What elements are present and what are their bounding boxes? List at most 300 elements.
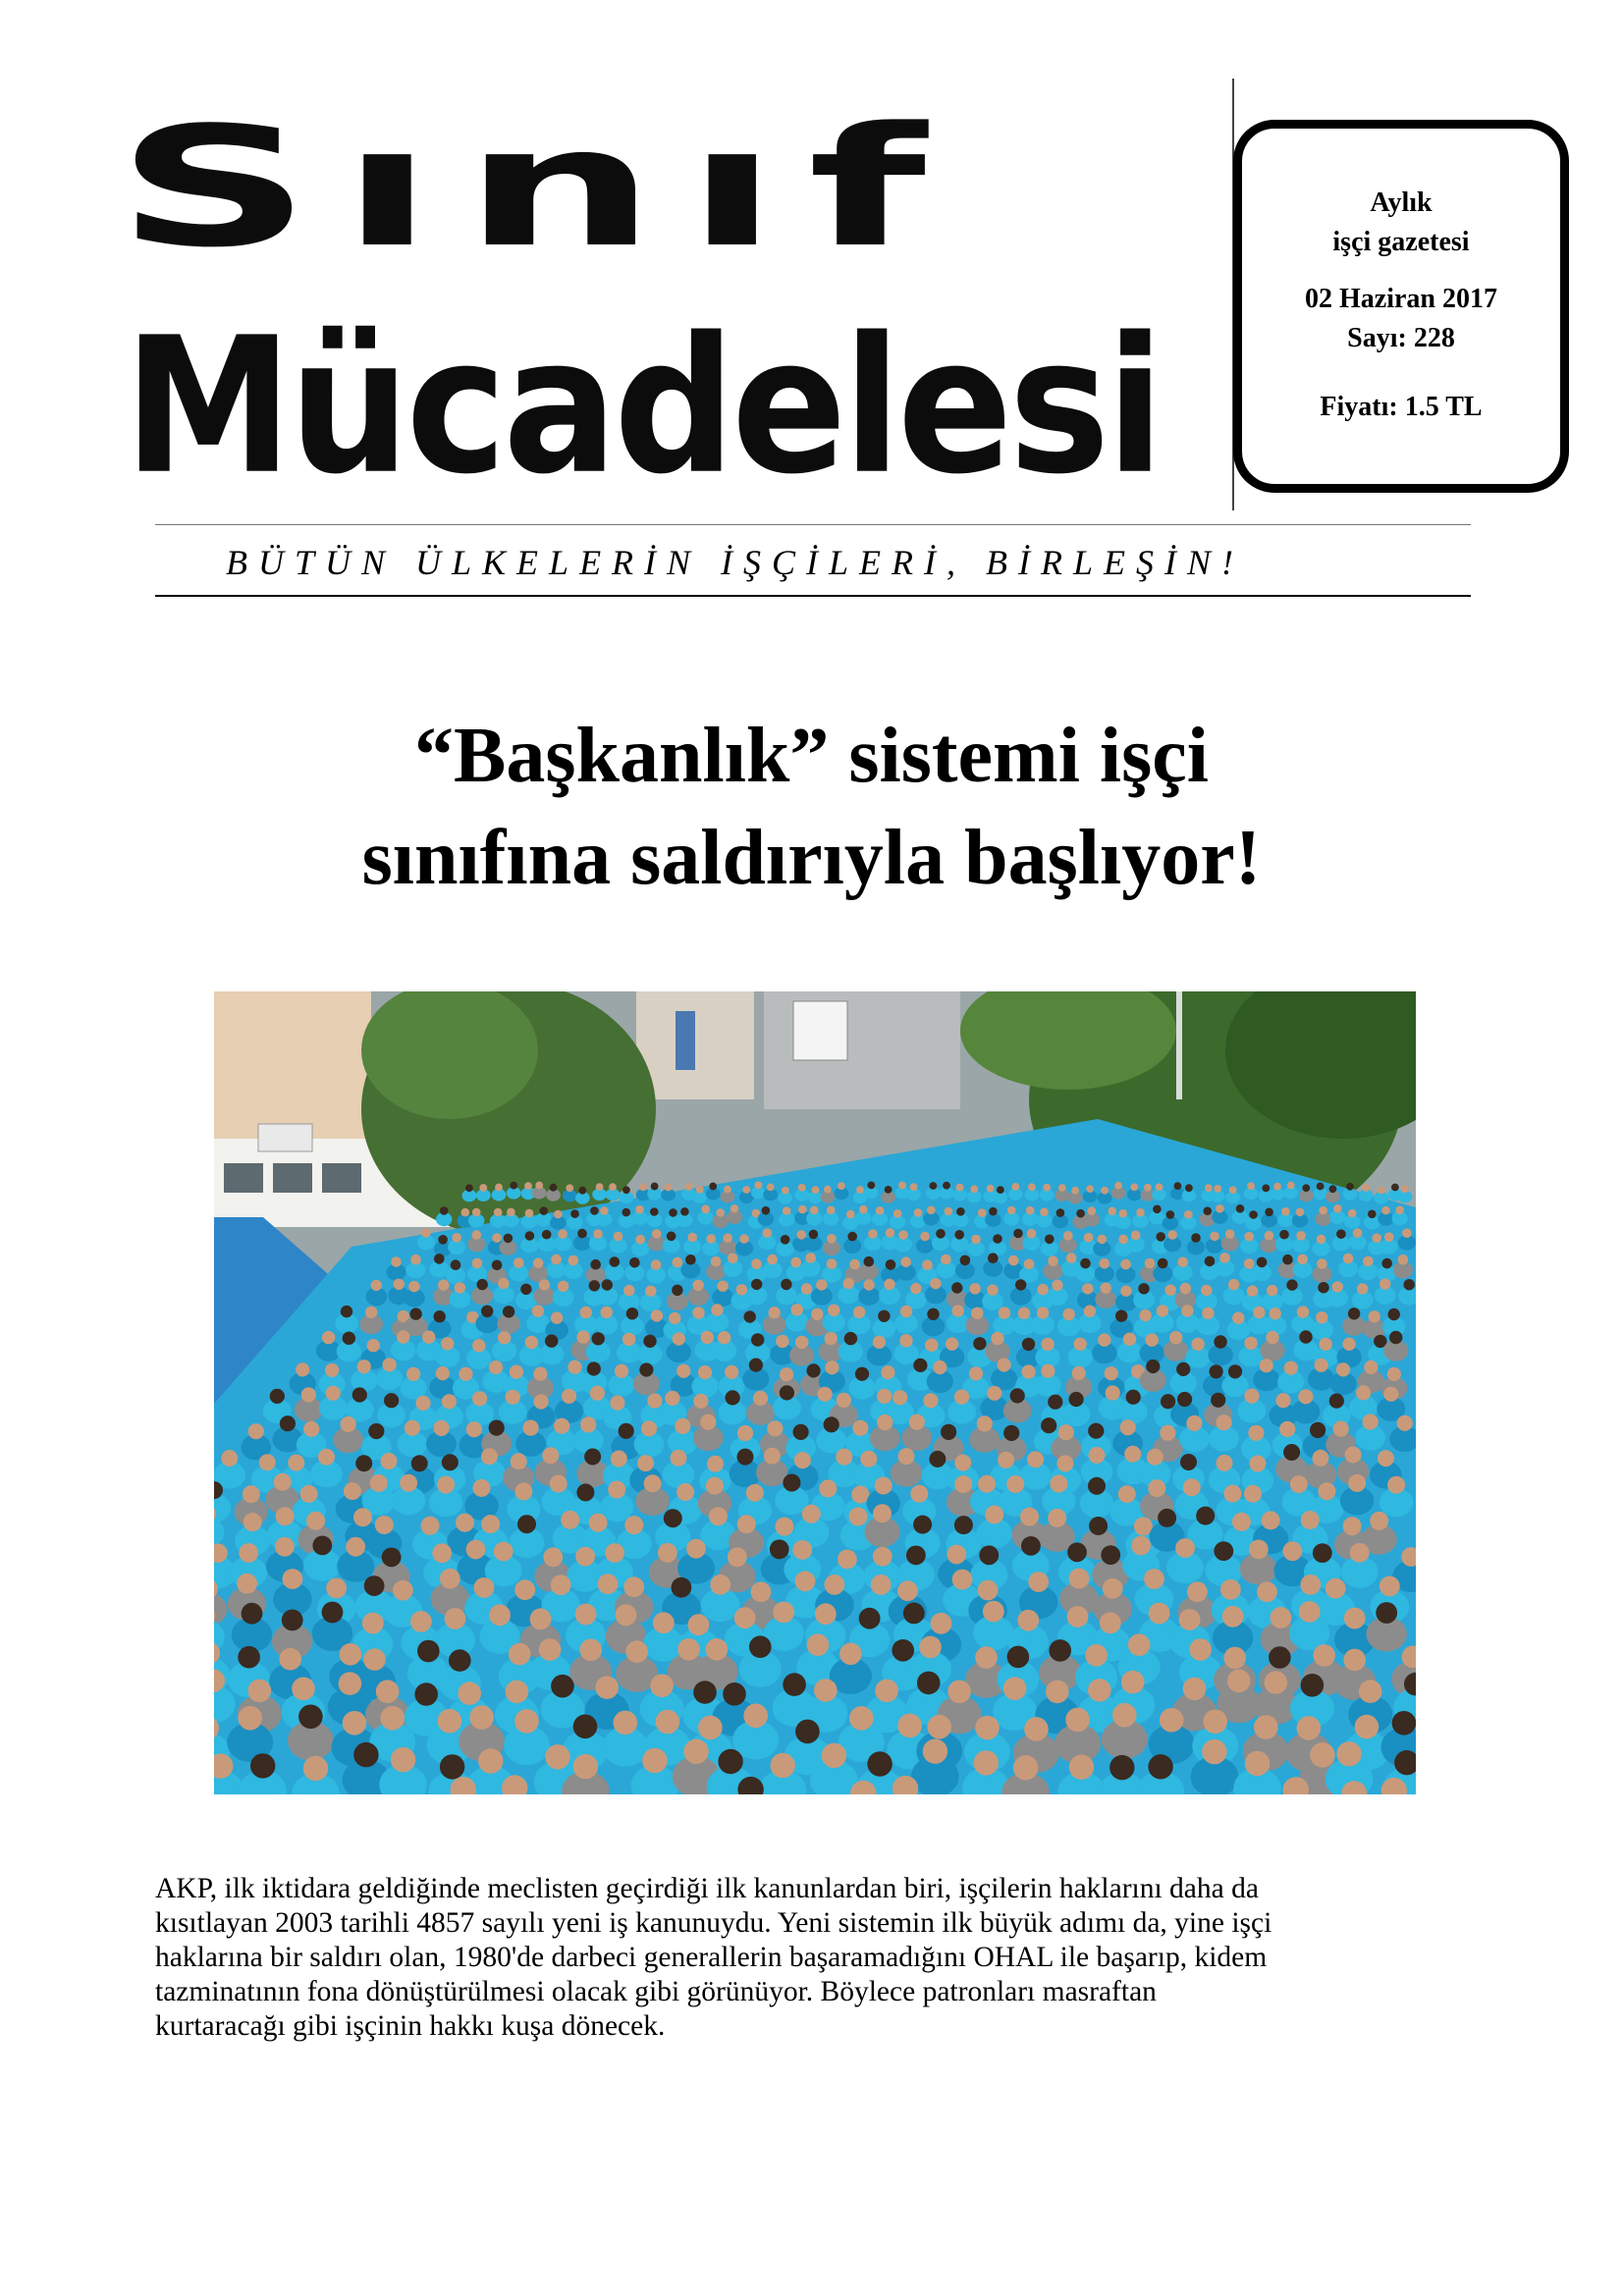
crowd-person-head [1318,1482,1335,1500]
crowd-person-head [296,1362,309,1376]
crowd-person-head [1123,1333,1136,1346]
crowd-person-head [355,1455,372,1471]
crowd-person-head [339,1672,362,1695]
crowd-person-head [326,1386,341,1401]
crowd-person-head [1228,1279,1239,1290]
crowd-person-head [1279,1230,1289,1240]
crowd-person-head [1086,1185,1094,1193]
crowd-person-head [673,1257,683,1268]
crowd-person-head [1101,1187,1109,1195]
crowd-person-head [1359,1680,1382,1703]
crowd-person-head [943,1182,950,1190]
crowd-person-head [728,1547,747,1567]
crowd-person-head [1164,1285,1175,1296]
crowd-person-head [363,1648,386,1671]
crowd-person-head [952,1305,964,1316]
crowd-person-head [822,1743,846,1768]
crowd-person-head [651,1259,662,1270]
crowd-person-head [1089,1447,1106,1464]
crowd-person-head [639,1362,653,1376]
crowd-person-head [941,1424,956,1440]
crowd-person-head [1348,1308,1360,1319]
crowd-person-head [1249,1210,1258,1219]
crowd-person-head [506,1681,529,1704]
crowd-person-head [1156,1232,1165,1242]
crowd-person-head [1101,1545,1120,1565]
crowd-person-head [532,1305,544,1316]
crowd-person-head [1348,1209,1357,1218]
crowd-person-head [562,1389,576,1404]
crowd-person-head [303,1421,319,1437]
crowd-person-head [551,1675,574,1698]
crowd-person-head [900,1256,911,1267]
crowd-person-head [1355,1715,1380,1739]
crowd-person-head [1145,1258,1156,1269]
crowd-person-head [1088,1477,1106,1495]
crowd-person-head [573,1715,598,1739]
crowd-person-head [473,1479,491,1497]
crowd-person-head [1006,1475,1024,1493]
crowd-person-head [1313,1450,1329,1467]
crowd-person-head [614,1711,638,1735]
crowd-person-head [856,1186,864,1194]
crowd-person-head [1297,1306,1309,1317]
crowd-person-head [644,1474,662,1492]
crowd-person-head [751,1279,762,1290]
crowd-person-head [873,1547,893,1567]
crowd-person-head [885,1186,893,1194]
crowd-person-head [601,1307,613,1318]
crowd-person-head [767,1184,775,1192]
crowd-person-head [326,1578,347,1599]
crowd-person-head [696,1186,704,1194]
crowd-person-head [884,1279,894,1290]
crowd-person-head [1265,1671,1288,1694]
crowd-person-head [1245,1751,1270,1776]
crowd-person-head [770,1539,789,1559]
crowd-person-head [1065,1708,1090,1733]
crowd-person-head [795,1571,816,1591]
crowd-person-head [1229,1186,1237,1194]
crowd-person-head [341,1416,356,1432]
crowd-person-head [1126,1390,1141,1405]
crowd-person-head [680,1207,689,1216]
crowd-person-head [375,1516,394,1534]
crowd-person-head [1098,1235,1108,1245]
crowd-person-head [868,1229,878,1239]
masthead-logo [116,92,1225,515]
crowd-person-head [438,1279,449,1290]
crowd-person-head [1271,1607,1292,1629]
crowd-person-head [987,1185,995,1193]
crowd-person-head [1013,1755,1038,1780]
crowd-person-head [971,1308,983,1319]
crowd-person-head [576,1483,594,1501]
crowd-person-head [707,1456,724,1472]
crowd-person-head [1181,1305,1193,1316]
crowd-person-head [608,1481,625,1499]
crowd-person-head [489,1420,505,1436]
crowd-person-head [1348,1474,1366,1492]
crowd-person-head [1376,1602,1397,1624]
crowd-person-head [954,1516,973,1534]
crowd-person-head [783,1474,800,1492]
crowd-person-head [1345,1447,1362,1464]
crowd-person-head [1236,1204,1245,1213]
crowd-person-head [1037,1284,1048,1295]
crowd-person-head [954,1455,971,1471]
crowd-person-head [442,1394,457,1409]
crowd-person-head [275,1537,295,1557]
crowd-person-head [1180,1454,1197,1470]
crowd-person-head [1100,1258,1110,1269]
crowd-person-head [609,1183,617,1191]
crowd-person-head [523,1420,539,1436]
crowd-person-head [1299,1601,1321,1623]
crowd-person-head [1082,1283,1093,1294]
crowd-person-head [897,1714,922,1738]
crowd-person-head [781,1235,790,1245]
crowd-person-head [1389,1331,1402,1344]
crowd-person-head [451,1259,461,1270]
crowd-person-head [322,1331,335,1344]
crowd-person-head [898,1230,908,1240]
crowd-person-head [893,1390,907,1405]
crowd-person-head [825,1575,845,1595]
crowd-person-head [809,1230,819,1240]
crowd-person-head [664,1509,682,1527]
crowd-person-head [853,1307,865,1318]
crowd-person-head [371,1280,382,1291]
crowd-person-head [669,1312,680,1324]
crowd-person-head [818,1387,833,1402]
crowd-person-head [700,1415,716,1430]
crowd-person-head [1362,1184,1370,1192]
crowd-person-head [1300,1575,1321,1595]
crowd-person-head [773,1602,794,1624]
crowd-person-head [709,1183,717,1191]
crowd-person-head [1336,1229,1346,1239]
crowd-person-head [749,1359,763,1372]
crowd-person-head [610,1256,621,1267]
crowd-person-head [1205,1184,1213,1192]
crowd-person-head [1056,1208,1065,1217]
crowd-person-head [812,1186,820,1194]
crowd-person-head [1227,1670,1251,1693]
crowd-person-head [243,1513,262,1531]
crowd-person-head [683,1739,708,1764]
crowd-person-head [838,1182,845,1190]
crowd-person-head [1063,1308,1075,1320]
crowd-person-head [1100,1612,1121,1633]
crowd-person-head [997,1186,1004,1194]
crowd-person-head [1216,1204,1224,1213]
crowd-person-head [701,1331,714,1344]
crowd-person-head [893,1209,902,1218]
crowd-person-head [573,1754,598,1779]
crowd-person-head [1214,1335,1226,1348]
crowd-person-head [436,1366,450,1380]
crowd-person-head [1067,1606,1089,1628]
crowd-person-head [846,1210,855,1219]
crowd-person-head [917,1672,941,1695]
crowd-person-head [1336,1741,1361,1766]
crowd-person-head [1211,1393,1225,1408]
crowd-person-head [828,1305,839,1316]
crowd-person-head [723,1233,732,1243]
crowd-person-head [875,1680,898,1703]
crowd-person-head [1283,1541,1303,1561]
crowd-person-head [716,1208,725,1217]
crowd-person-head [525,1336,538,1349]
crowd-person-head [816,1279,827,1290]
crowd-person-head [1265,1231,1274,1241]
crowd-person-head [587,1362,601,1375]
crowd-person-head [1301,1511,1320,1529]
crowd-person-head [525,1209,534,1218]
crowd-person-head [1069,1392,1084,1407]
crowd-person-head [1388,1308,1400,1320]
crowd-person-head [494,1208,503,1217]
crowd-person-head [749,1635,772,1658]
crowd-person-head [1249,1456,1266,1472]
crowd-person-head [969,1366,983,1380]
crowd-person-head [533,1258,544,1269]
crowd-person-head [1260,1359,1273,1372]
crowd-person-head [619,1423,634,1439]
crowd-person-head [616,1604,637,1626]
crowd-person-head [919,1636,942,1659]
crowd-person-head [1076,1209,1085,1218]
crowd-person-head [736,1284,747,1295]
crowd-person-head [706,1234,716,1244]
crowd-person-head [801,1283,812,1294]
crowd-person-head [1167,1230,1177,1240]
crowd-person-head [1128,1633,1151,1656]
crowd-person-head [954,1390,969,1405]
crowd-person-head [1043,1184,1051,1192]
crowd-person-head [796,1230,806,1240]
crowd-person-head [1015,1279,1026,1290]
crowd-person-head [1363,1256,1374,1267]
crowd-person-head [554,1418,569,1434]
crowd-person-head [381,1453,398,1469]
crowd-person-head [998,1452,1014,1468]
crowd-person-head [1098,1333,1110,1346]
crowd-person-head [1037,1307,1049,1318]
crowd-person-head [459,1367,472,1381]
crowd-person-head [877,1389,892,1404]
crowd-person-head [686,1539,706,1559]
crowd-person-head [665,1184,673,1192]
crowd-person-head [1028,1572,1049,1592]
crowd-person-head [408,1281,419,1292]
crowd-person-head [1041,1417,1056,1433]
crowd-person-head [478,1748,503,1773]
crowd-person-head [578,1187,586,1195]
crowd-person-head [1144,1569,1164,1589]
crowd-person-head [566,1184,573,1192]
crowd-person-head [1202,1739,1226,1764]
crowd-person-head [1397,1415,1413,1431]
crowd-person-head [1232,1513,1251,1531]
crowd-person-head [1179,1609,1201,1630]
crowd-person-head [975,1716,1000,1740]
crowd-person-head [1024,1717,1049,1741]
crowd-person-head [951,1282,962,1293]
crowd-person-head [1316,1311,1327,1323]
crowd-person-head [1180,1283,1191,1294]
crowd-person-head [1187,1581,1208,1602]
crowd-person-head [221,1450,238,1467]
crowd-person-head [769,1307,781,1318]
crowd-person-head [498,1331,511,1344]
crowd-person-head [978,1208,987,1217]
crowd-photo [214,991,1416,1794]
crowd-person-head [956,1184,964,1192]
crowd-person-head [1254,1715,1278,1739]
crowd-person-head [979,1545,999,1565]
crowd-person-head [364,1575,385,1596]
crowd-person-head [1283,1444,1300,1461]
crowd-person-head [1279,1421,1295,1437]
crowd-person-head [357,1360,371,1373]
crowd-person-head [927,1308,939,1320]
crowd-person-head [590,1206,599,1215]
crowd-person-head [927,1715,951,1739]
crowd-person-head [824,1416,839,1432]
crowd-person-head [248,1423,264,1439]
crowd-person-head [458,1682,481,1705]
crowd-person-head [1130,1184,1138,1192]
crowd-person-head [346,1537,365,1557]
crowd-person-head [1069,1569,1090,1589]
crowd-person-head [1357,1283,1368,1294]
crowd-person-head [1273,1183,1281,1191]
crowd-person-head [1363,1414,1379,1429]
crowd-person-head [718,1749,742,1774]
crowd-person-head [767,1255,778,1265]
crowd-person-head [790,1257,801,1268]
crowd-person-head [656,1710,680,1735]
crowd-person-head [509,1643,531,1666]
crowd-person-head [1176,1362,1190,1376]
crowd-person-head [643,1335,656,1348]
crowd-person-head [675,1418,690,1434]
crowd-person-head [474,1577,495,1598]
crowd-person-head [1071,1187,1079,1195]
crowd-person-head [925,1339,938,1352]
crowd-person-head [1149,1603,1170,1625]
crowd-person-head [1244,1389,1259,1404]
crowd-person-head [701,1205,710,1214]
crowd-person-head [970,1185,978,1193]
crowd-person-head [974,1750,999,1775]
crowd-person-head [576,1330,589,1343]
crowd-person-head [1088,1679,1111,1702]
crowd-person-head [539,1279,550,1290]
crowd-person-head [673,1332,685,1345]
crowd-person-head [1372,1233,1381,1243]
masthead-title-line-2: Mücadelesi [124,296,1162,515]
crowd-person-head [1056,1455,1073,1471]
crowd-person-head [422,1330,435,1343]
crowd-person-head [353,1508,372,1526]
crowd-person-head [798,1205,807,1214]
crowd-person-head [1158,1509,1176,1527]
crowd-person-head [380,1706,405,1731]
crowd-person-head [1160,1425,1175,1441]
crowd-person-head [466,1421,482,1437]
crowd-person-head [989,1207,998,1216]
crowd-person-head [903,1603,925,1625]
crowd-person-head [639,1184,647,1192]
crowd-person-head [343,1332,355,1345]
crowd-person-head [685,1183,693,1191]
crowd-person-head [1214,1185,1221,1193]
crowd-person-head [1201,1285,1212,1296]
crowd-person-head [1050,1475,1067,1493]
crowd-person-head [1027,1229,1037,1239]
crowd-person-head [590,1259,601,1270]
crowd-person-head [595,1676,619,1699]
crowd-person-head [300,1485,318,1503]
crowd-person-head [751,1258,762,1269]
crowd-person-head [1210,1232,1219,1242]
crowd-person-head [762,1206,771,1215]
crowd-person-head [753,1391,768,1406]
crowd-person-head [1275,1393,1290,1408]
crowd-person-head [622,1208,631,1217]
crowd-person-head [301,1387,316,1402]
crowd-person-head [667,1232,676,1242]
crowd-person-head [923,1739,947,1764]
crowd-person-head [1040,1207,1049,1216]
crowd-person-head [1219,1253,1230,1263]
crowd-person-head [744,1310,756,1322]
crowd-person-head [391,1747,415,1772]
crowd-person-head [433,1420,449,1436]
crowd-person-head [825,1332,838,1345]
crowd-person-head [1048,1395,1062,1410]
crowd-person-head [598,1574,619,1594]
info-issue-number: Sayı: 228 [1347,323,1455,353]
crowd-person-head [517,1515,536,1533]
crowd-person-head [927,1206,936,1215]
crowd-person-head [592,1332,605,1345]
crowd-person-head [1378,1450,1394,1467]
crowd-person-head [469,1705,494,1730]
crowd-person-head [685,1255,696,1265]
crowd-person-head [849,1706,874,1731]
crowd-person-head [438,1709,462,1734]
crowd-person-head [1160,1708,1184,1733]
crowd-person-head [539,1638,562,1661]
crowd-person-head [610,1396,624,1411]
crowd-person-head [1284,1362,1298,1375]
crowd-person-head [1216,1415,1231,1430]
crowd-person-head [312,1536,332,1556]
crowd-person-head [1401,1185,1409,1193]
crowd-person-head [1336,1362,1350,1376]
crowd-person-head [1317,1183,1325,1191]
crowd-person-head [978,1580,999,1601]
crowd-person-head [1183,1478,1201,1496]
crowd-person-head [827,1258,838,1269]
crowd-person-head [775,1518,793,1536]
crowd-person-head [763,1228,773,1238]
crowd-person-head [580,1307,592,1318]
